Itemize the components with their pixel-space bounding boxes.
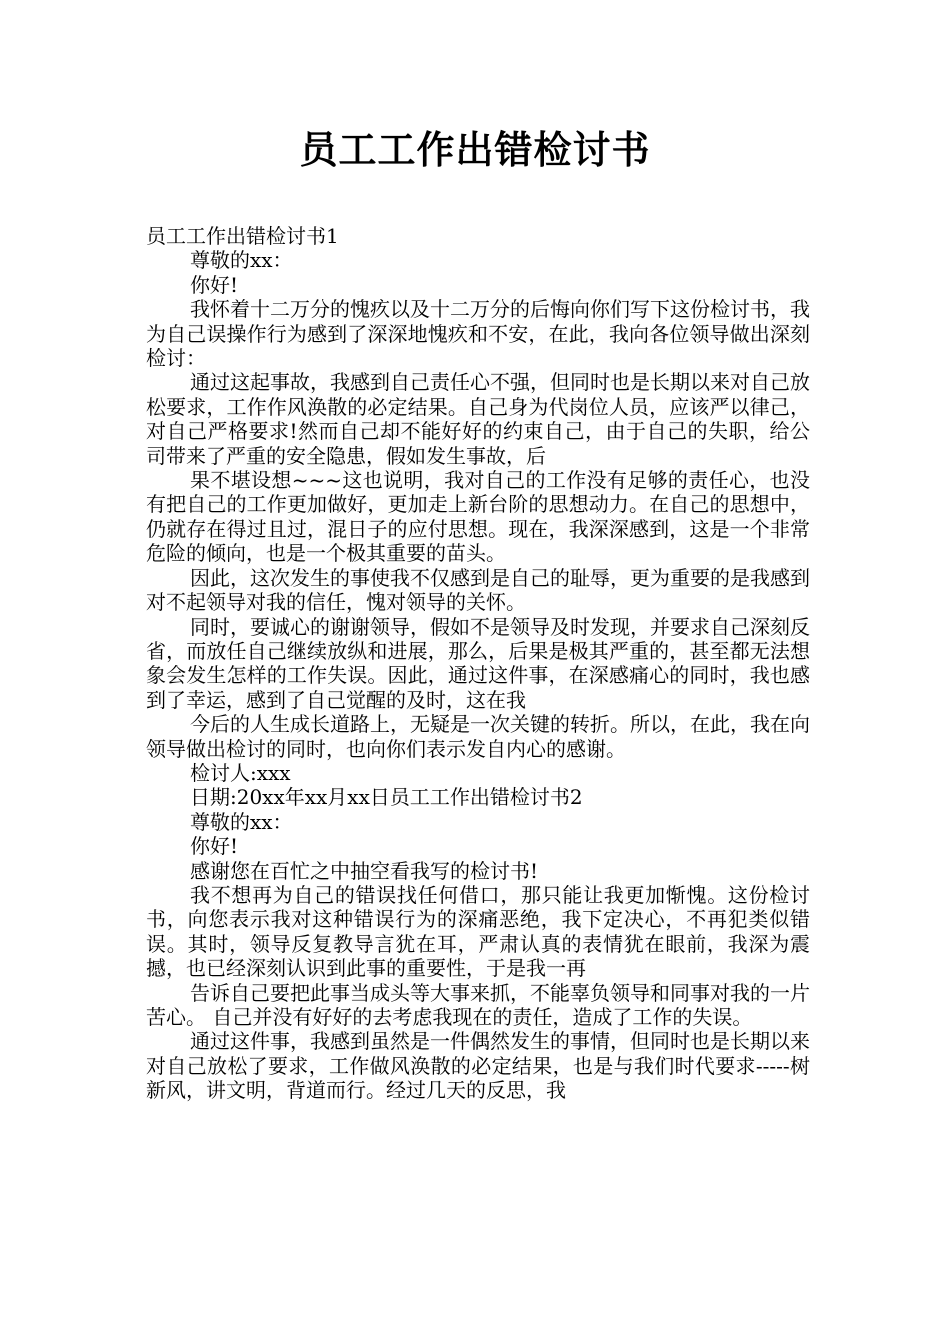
body-paragraph: 果不堪设想~~~这也说明，我对自己的工作没有足够的责任心，也没有把自己的工作更加做好，更加走上新台阶的思想动力。在自己的思想中，仍就存在得过且过，混日子的应付思想。现在，我深深感到，这是一个非常危险的倾向，也是一个极其重要的苗头。 [146,468,810,566]
body-paragraph: 检讨人:xxx [190,760,291,785]
body-paragraph: 今后的人生成长道路上，无疑是一次关键的转折。所以，在此，我在向领导做出检讨的同时，也向你们表示发自内心的感谢。 [146,712,810,761]
body-paragraph: 尊敬的xx： [190,809,293,834]
body-paragraph: 感谢您在百忙之中抽空看我写的检讨书! [190,858,539,883]
body-paragraph: 我怀着十二万分的愧疚以及十二万分的后悔向你们写下这份检讨书，我为自己误操作行为感到了深深地愧疚和不安，在此，我向各位领导做出深刻检讨： [146,297,810,371]
body-paragraph: 同时，要诚心的谢谢领导，假如不是领导及时发现，并要求自己深刻反省，而放任自己继续放纵和进展，那么，后果是极其严重的，甚至都无法想象会发生怎样的工作失误。因此，通过这件事，在深感痛心的同时，我也感到了幸运，感到了自己觉醒的及时，这在我 [146,614,810,712]
document-body [146,224,810,1103]
document-title: 员工工作出错检讨书 [299,128,651,172]
body-paragraph: 因此，这次发生的事使我不仅感到是自己的耻辱，更为重要的是我感到对不起领导对我的信任，愧对领导的关怀。 [146,565,810,615]
body-paragraph: 通过这起事故，我感到自己责任心不强，但同时也是长期以来对自己放松要求，工作作风涣散的必定结果。自己身为代岗位人员，应该严以律己，对自己严格要求!然而自己却不能好好的约束自己，由于自己的失职，给公司带来了严重的安全隐患，假如发生事故，后 [146,370,810,468]
body-paragraph: 你好! [190,834,239,859]
body-paragraph: 通过这件事，我感到虽然是一件偶然发生的事情，但同时也是长期以来对自己放松了要求，工作做风涣散的必定结果，也是与我们时代要求-----树新风，讲文明，背道而行。经过几天的反思，我 [146,1029,810,1103]
body-paragraph: 尊敬的xx： [190,248,293,273]
body-paragraph: 员工工作出错检讨书1 [146,224,339,248]
body-paragraph: 你好! [190,272,239,297]
body-paragraph: 日期:20xx年xx月xx日员工工作出错检讨书2 [190,785,583,810]
body-paragraph: 告诉自己要把此事当成头等大事来抓，不能辜负领导和同事对我的一片苦心。 自己并没有好好的去考虑我现在的责任，造成了工作的失误。 [146,980,810,1029]
body-paragraph: 我不想再为自己的错误找任何借口，那只能让我更加惭愧。这份检讨书，向您表示我对这种错误行为的深痛恶绝，我下定决心，不再犯类似错误。其时，领导反复教导言犹在耳，严肃认真的表情犹在眼前，我深为震撼，也已经深刻认识到此事的重要性，于是我一再 [146,882,810,981]
